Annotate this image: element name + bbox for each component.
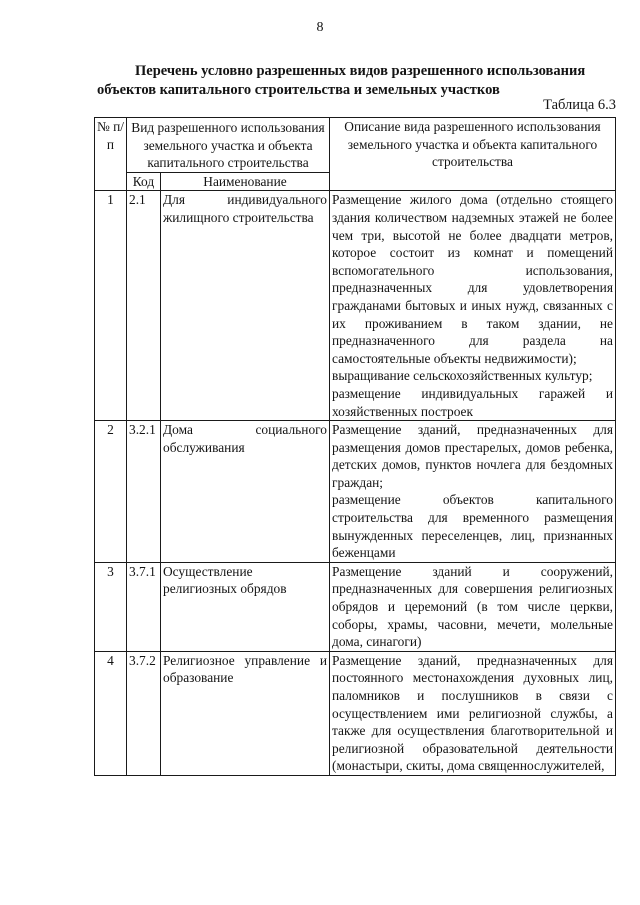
header-use-type: Вид разрешенного использования земельного участка и объекта капитального строительства <box>127 118 330 173</box>
table-row <box>95 191 616 421</box>
row-code: 2.1 <box>127 191 161 421</box>
table-caption: Таблица 6.3 <box>543 97 616 113</box>
row-number: 2 <box>95 421 127 563</box>
row-description <box>330 191 616 421</box>
description-paragraph: размещение индивидуальных гаражей и хозяйственных построек <box>332 385 613 419</box>
permitted-use-table <box>94 117 616 776</box>
row-description <box>330 562 616 651</box>
row-code: 3.7.1 <box>127 562 161 651</box>
description-paragraph: размещение объектов капитального строительства для временного размещения вынужденных переселенцев, лиц, признанных беженцами <box>332 492 613 561</box>
header-code: Код <box>127 172 161 191</box>
title-line-1: Перечень условно разрешенных видов разрешенного использования <box>135 63 586 79</box>
row-number: 1 <box>95 191 127 421</box>
row-name: Дома социального обслуживания <box>161 421 330 563</box>
row-number: 3 <box>95 562 127 651</box>
document-title <box>97 62 617 100</box>
row-code: 3.7.2 <box>127 651 161 775</box>
row-name: Для индивидуального жилищного строительства <box>161 191 330 421</box>
table-header-row <box>95 118 616 173</box>
header-num: № п/п <box>95 118 127 191</box>
row-name: Религиозное управление и образование <box>161 651 330 775</box>
row-name: Осуществление религиозных обрядов <box>161 562 330 651</box>
description-paragraph: выращивание сельскохозяйственных культур; <box>332 368 593 384</box>
row-description <box>330 421 616 563</box>
page-number: 8 <box>316 20 324 35</box>
title-line-2: объектов капитального строительства и земельных участков <box>97 82 500 98</box>
table-row <box>95 651 616 775</box>
row-description <box>330 651 616 775</box>
header-description: Описание вида разрешенного использования земельного участка и объекта капитального строительства <box>330 118 616 191</box>
row-code: 3.2.1 <box>127 421 161 563</box>
row-number: 4 <box>95 651 127 775</box>
header-name: Наименование <box>161 172 330 191</box>
description-paragraph: Размещение зданий, предназначенных для постоянного местонахождения духовных лиц, паломников и послушников в связи с осуществлением ими религиозной службы, а также для осуществления благотворительной и религиозной образовательной деятельности (монастыри, скиты, дома священнослужителей, <box>332 652 613 774</box>
description-paragraph: Размещение зданий и сооружений, предназначенных для совершения религиозных обрядов и церемоний (в том числе церкви, соборы, храмы, часовни, мечети, молельные дома, синагоги) <box>332 563 613 650</box>
description-paragraph: Размещение зданий, предназначенных для размещения домов престарелых, домов ребенка, детских домов, пунктов ночлега для бездомных граждан; <box>332 422 613 490</box>
table-row <box>95 421 616 563</box>
description-paragraph: Размещение жилого дома (отдельно стоящего здания количеством надземных этажей не более чем три, высотой не более двадцати метров, которое состоит из комнат и помещений вспомогательного использования, предназначенных для удовлетворения гражданами бытовых и иных нужд, связанных с их проживанием в таком здании, не предназначенного для раздела на самостоятельные объекты недвижимости); <box>332 192 613 366</box>
table-row <box>95 562 616 651</box>
